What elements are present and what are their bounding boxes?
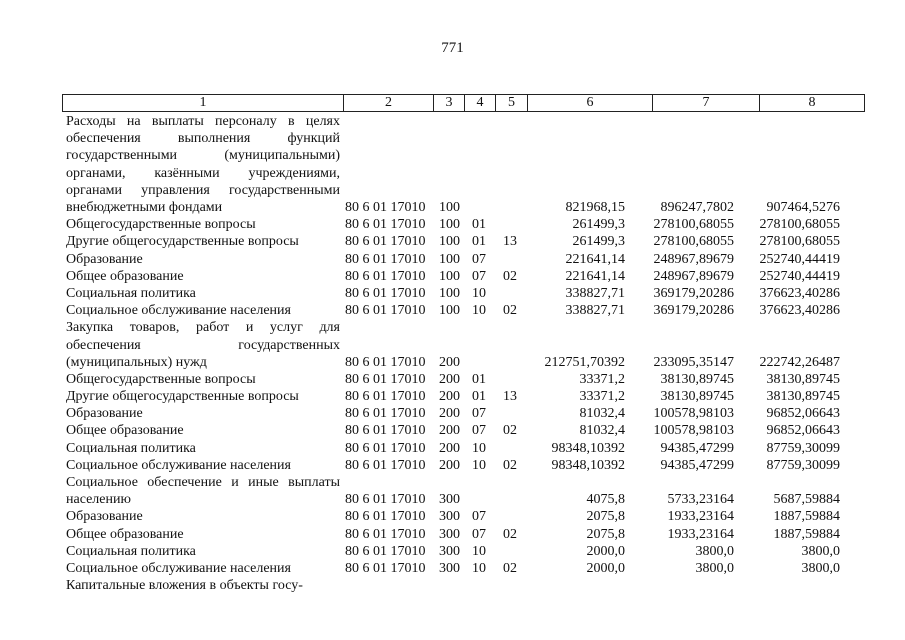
row-col-4: 01	[472, 234, 486, 250]
header-col-5: 5	[496, 95, 528, 112]
table-row	[62, 474, 844, 508]
column-header-table	[62, 94, 865, 112]
row-col-2: 80 6 01 17010	[345, 509, 426, 525]
header-col-8: 8	[760, 95, 865, 112]
table-row	[62, 577, 844, 594]
row-col-2: 80 6 01 17010	[345, 234, 426, 250]
row-col-5: 02	[503, 423, 517, 439]
table-row	[62, 543, 844, 560]
row-name: Общее образование	[66, 526, 184, 542]
row-col-7: 896247,7802	[660, 200, 734, 215]
row-col-2: 80 6 01 17010	[345, 217, 426, 233]
row-col-7: 94385,47299	[660, 440, 734, 456]
header-col-6: 6	[528, 95, 653, 112]
table-row	[62, 319, 844, 371]
row-col-6: 33371,2	[579, 371, 625, 387]
row-col-3: 100	[439, 234, 460, 250]
row-col-8: 3800,0	[801, 543, 840, 559]
row-col-5: 02	[503, 526, 517, 542]
row-col-3: 200	[439, 406, 460, 422]
row-col-5: 02	[503, 303, 517, 319]
row-col-3: 300	[439, 492, 460, 508]
row-col-7: 1933,23164	[667, 509, 734, 525]
row-col-2: 80 6 01 17010	[345, 285, 426, 301]
row-col-7: 248967,89679	[653, 268, 734, 284]
table-row	[62, 302, 844, 319]
row-col-2: 80 6 01 17010	[345, 423, 426, 439]
header-col-3: 3	[434, 95, 465, 112]
row-col-8: 1887,59884	[773, 526, 840, 542]
row-col-7: 369179,20286	[653, 285, 734, 301]
row-col-3: 300	[439, 543, 460, 559]
table-row	[62, 216, 844, 233]
row-col-6: 98348,10392	[551, 440, 625, 456]
table-row	[62, 113, 844, 216]
row-col-8: 907464,5276	[766, 200, 840, 215]
header-col-2: 2	[344, 95, 434, 112]
row-col-5: 02	[503, 457, 517, 473]
row-col-2: 80 6 01 17010	[345, 560, 426, 576]
row-col-8: 252740,44419	[759, 251, 840, 267]
row-col-3: 200	[439, 371, 460, 387]
row-col-8: 38130,89745	[766, 371, 840, 387]
row-col-7: 38130,89745	[660, 389, 734, 405]
row-col-2: 80 6 01 17010	[345, 268, 426, 284]
row-col-7: 100578,98103	[653, 423, 734, 439]
row-name: Социальное обслуживание населения	[66, 560, 291, 576]
row-col-8: 252740,44419	[759, 268, 840, 284]
row-col-5: 13	[503, 389, 517, 405]
row-col-7: 94385,47299	[660, 457, 734, 473]
row-col-3: 200	[439, 389, 460, 405]
row-col-6: 2000,0	[586, 543, 625, 559]
row-col-7: 369179,20286	[653, 303, 734, 319]
row-col-8: 87759,30099	[766, 457, 840, 473]
row-col-7: 3800,0	[695, 560, 734, 576]
row-col-6: 338827,71	[565, 303, 625, 319]
row-col-6: 2075,8	[586, 509, 625, 525]
row-col-3: 100	[439, 268, 460, 284]
row-col-4: 07	[472, 268, 486, 284]
row-name: Закупка товаров, работ и услуг для обеспечения государственных (муниципальных) нужд	[66, 320, 340, 370]
table-row	[62, 508, 844, 525]
row-col-2: 80 6 01 17010	[345, 440, 426, 456]
row-col-4: 10	[472, 303, 486, 319]
row-col-4: 07	[472, 509, 486, 525]
row-col-4: 01	[472, 217, 486, 233]
row-col-4: 07	[472, 423, 486, 439]
row-col-7: 100578,98103	[653, 406, 734, 422]
row-col-2: 80 6 01 17010	[345, 371, 426, 387]
row-col-6: 261499,3	[572, 217, 625, 233]
row-col-8: 38130,89745	[766, 389, 840, 405]
row-name: Социальное обслуживание населения	[66, 303, 291, 319]
row-col-8: 1887,59884	[773, 509, 840, 525]
row-name: Расходы на выплаты персоналу в целях обеспечения выполнения функций государственными (муниципальными) органами, казёнными учреждениями, органами управления государственными внебюджетными фондами	[66, 114, 340, 216]
row-col-4: 10	[472, 457, 486, 473]
table-row	[62, 268, 844, 285]
row-name: Социальная политика	[66, 440, 196, 456]
row-col-2: 80 6 01 17010	[345, 457, 426, 473]
row-name: Общегосударственные вопросы	[66, 371, 256, 387]
row-col-2: 80 6 01 17010	[345, 543, 426, 559]
row-col-7: 248967,89679	[653, 251, 734, 267]
table-row	[62, 560, 844, 577]
row-col-6: 4075,8	[586, 492, 625, 508]
row-name: Другие общегосударственные вопросы	[66, 389, 299, 405]
row-name: Социальное обеспечение и иные выплаты населению	[66, 475, 340, 508]
row-col-7: 278100,68055	[653, 217, 734, 233]
table-row	[62, 285, 844, 302]
table-row	[62, 422, 844, 439]
row-col-8: 5687,59884	[773, 492, 840, 508]
budget-rows	[62, 113, 844, 594]
row-col-4: 10	[472, 440, 486, 456]
row-col-6: 81032,4	[579, 423, 625, 439]
row-col-3: 100	[439, 251, 460, 267]
row-name: Общее образование	[66, 423, 184, 439]
header-col-1: 1	[63, 95, 344, 112]
row-name: Другие общегосударственные вопросы	[66, 234, 299, 250]
row-col-3: 200	[439, 457, 460, 473]
row-col-8: 3800,0	[801, 560, 840, 576]
row-col-6: 261499,3	[572, 234, 625, 250]
row-col-3: 100	[439, 200, 460, 215]
row-col-3: 100	[439, 285, 460, 301]
row-col-4: 07	[472, 406, 486, 422]
table-row	[62, 405, 844, 422]
row-col-2: 80 6 01 17010	[345, 492, 426, 508]
row-col-2: 80 6 01 17010	[345, 526, 426, 542]
table-row	[62, 388, 844, 405]
row-col-2: 80 6 01 17010	[345, 251, 426, 267]
row-col-8: 87759,30099	[766, 440, 840, 456]
row-col-7: 3800,0	[695, 543, 734, 559]
row-col-2: 80 6 01 17010	[345, 406, 426, 422]
row-name: Образование	[66, 251, 143, 267]
row-col-8: 376623,40286	[759, 285, 840, 301]
row-col-6: 98348,10392	[551, 457, 625, 473]
row-col-7: 278100,68055	[653, 234, 734, 250]
table-row	[62, 440, 844, 457]
row-col-2: 80 6 01 17010	[345, 389, 426, 405]
table-row	[62, 233, 844, 250]
table-row	[62, 526, 844, 543]
row-col-4: 10	[472, 560, 486, 576]
row-col-8: 278100,68055	[759, 234, 840, 250]
row-col-3: 300	[439, 509, 460, 525]
row-name: Общегосударственные вопросы	[66, 217, 256, 233]
header-col-4: 4	[465, 95, 496, 112]
row-col-4: 01	[472, 371, 486, 387]
table-row	[62, 251, 844, 268]
row-name: Социальное обслуживание населения	[66, 457, 291, 473]
row-col-6: 33371,2	[579, 389, 625, 405]
row-name: Социальная политика	[66, 285, 196, 301]
row-col-7: 5733,23164	[667, 492, 734, 508]
row-col-7: 38130,89745	[660, 371, 734, 387]
row-col-3: 300	[439, 526, 460, 542]
table-row	[62, 371, 844, 388]
row-name: Общее образование	[66, 268, 184, 284]
row-col-8: 96852,06643	[766, 406, 840, 422]
row-col-5: 02	[503, 560, 517, 576]
row-col-2: 80 6 01 17010	[345, 354, 426, 370]
row-col-6: 821968,15	[565, 200, 625, 215]
row-name: Капитальные вложения в объекты госу-	[66, 578, 303, 594]
row-col-7: 233095,35147	[653, 354, 734, 370]
row-col-4: 10	[472, 543, 486, 559]
row-name: Образование	[66, 509, 143, 525]
row-col-3: 100	[439, 303, 460, 319]
row-col-6: 2075,8	[586, 526, 625, 542]
row-col-3: 200	[439, 423, 460, 439]
row-col-3: 200	[439, 440, 460, 456]
row-col-5: 13	[503, 234, 517, 250]
row-col-2: 80 6 01 17010	[345, 303, 426, 319]
table-row	[62, 457, 844, 474]
row-name: Образование	[66, 406, 143, 422]
row-col-8: 96852,06643	[766, 423, 840, 439]
row-col-6: 221641,14	[565, 251, 625, 267]
row-col-4: 07	[472, 251, 486, 267]
row-col-4: 07	[472, 526, 486, 542]
row-col-4: 10	[472, 285, 486, 301]
row-col-4: 01	[472, 389, 486, 405]
row-col-5: 02	[503, 268, 517, 284]
row-col-7: 1933,23164	[667, 526, 734, 542]
page-number: 771	[441, 40, 464, 56]
row-col-8: 222742,26487	[759, 354, 840, 370]
row-col-2: 80 6 01 17010	[345, 200, 426, 215]
row-col-6: 221641,14	[565, 268, 625, 284]
row-col-8: 278100,68055	[759, 217, 840, 233]
row-col-3: 100	[439, 217, 460, 233]
row-col-6: 338827,71	[565, 285, 625, 301]
row-col-6: 2000,0	[586, 560, 625, 576]
row-col-8: 376623,40286	[759, 303, 840, 319]
row-col-3: 300	[439, 560, 460, 576]
row-name: Социальная политика	[66, 543, 196, 559]
row-col-6: 81032,4	[579, 406, 625, 422]
header-col-7: 7	[653, 95, 760, 112]
row-col-6: 212751,70392	[544, 354, 625, 370]
row-col-3: 200	[439, 354, 460, 370]
